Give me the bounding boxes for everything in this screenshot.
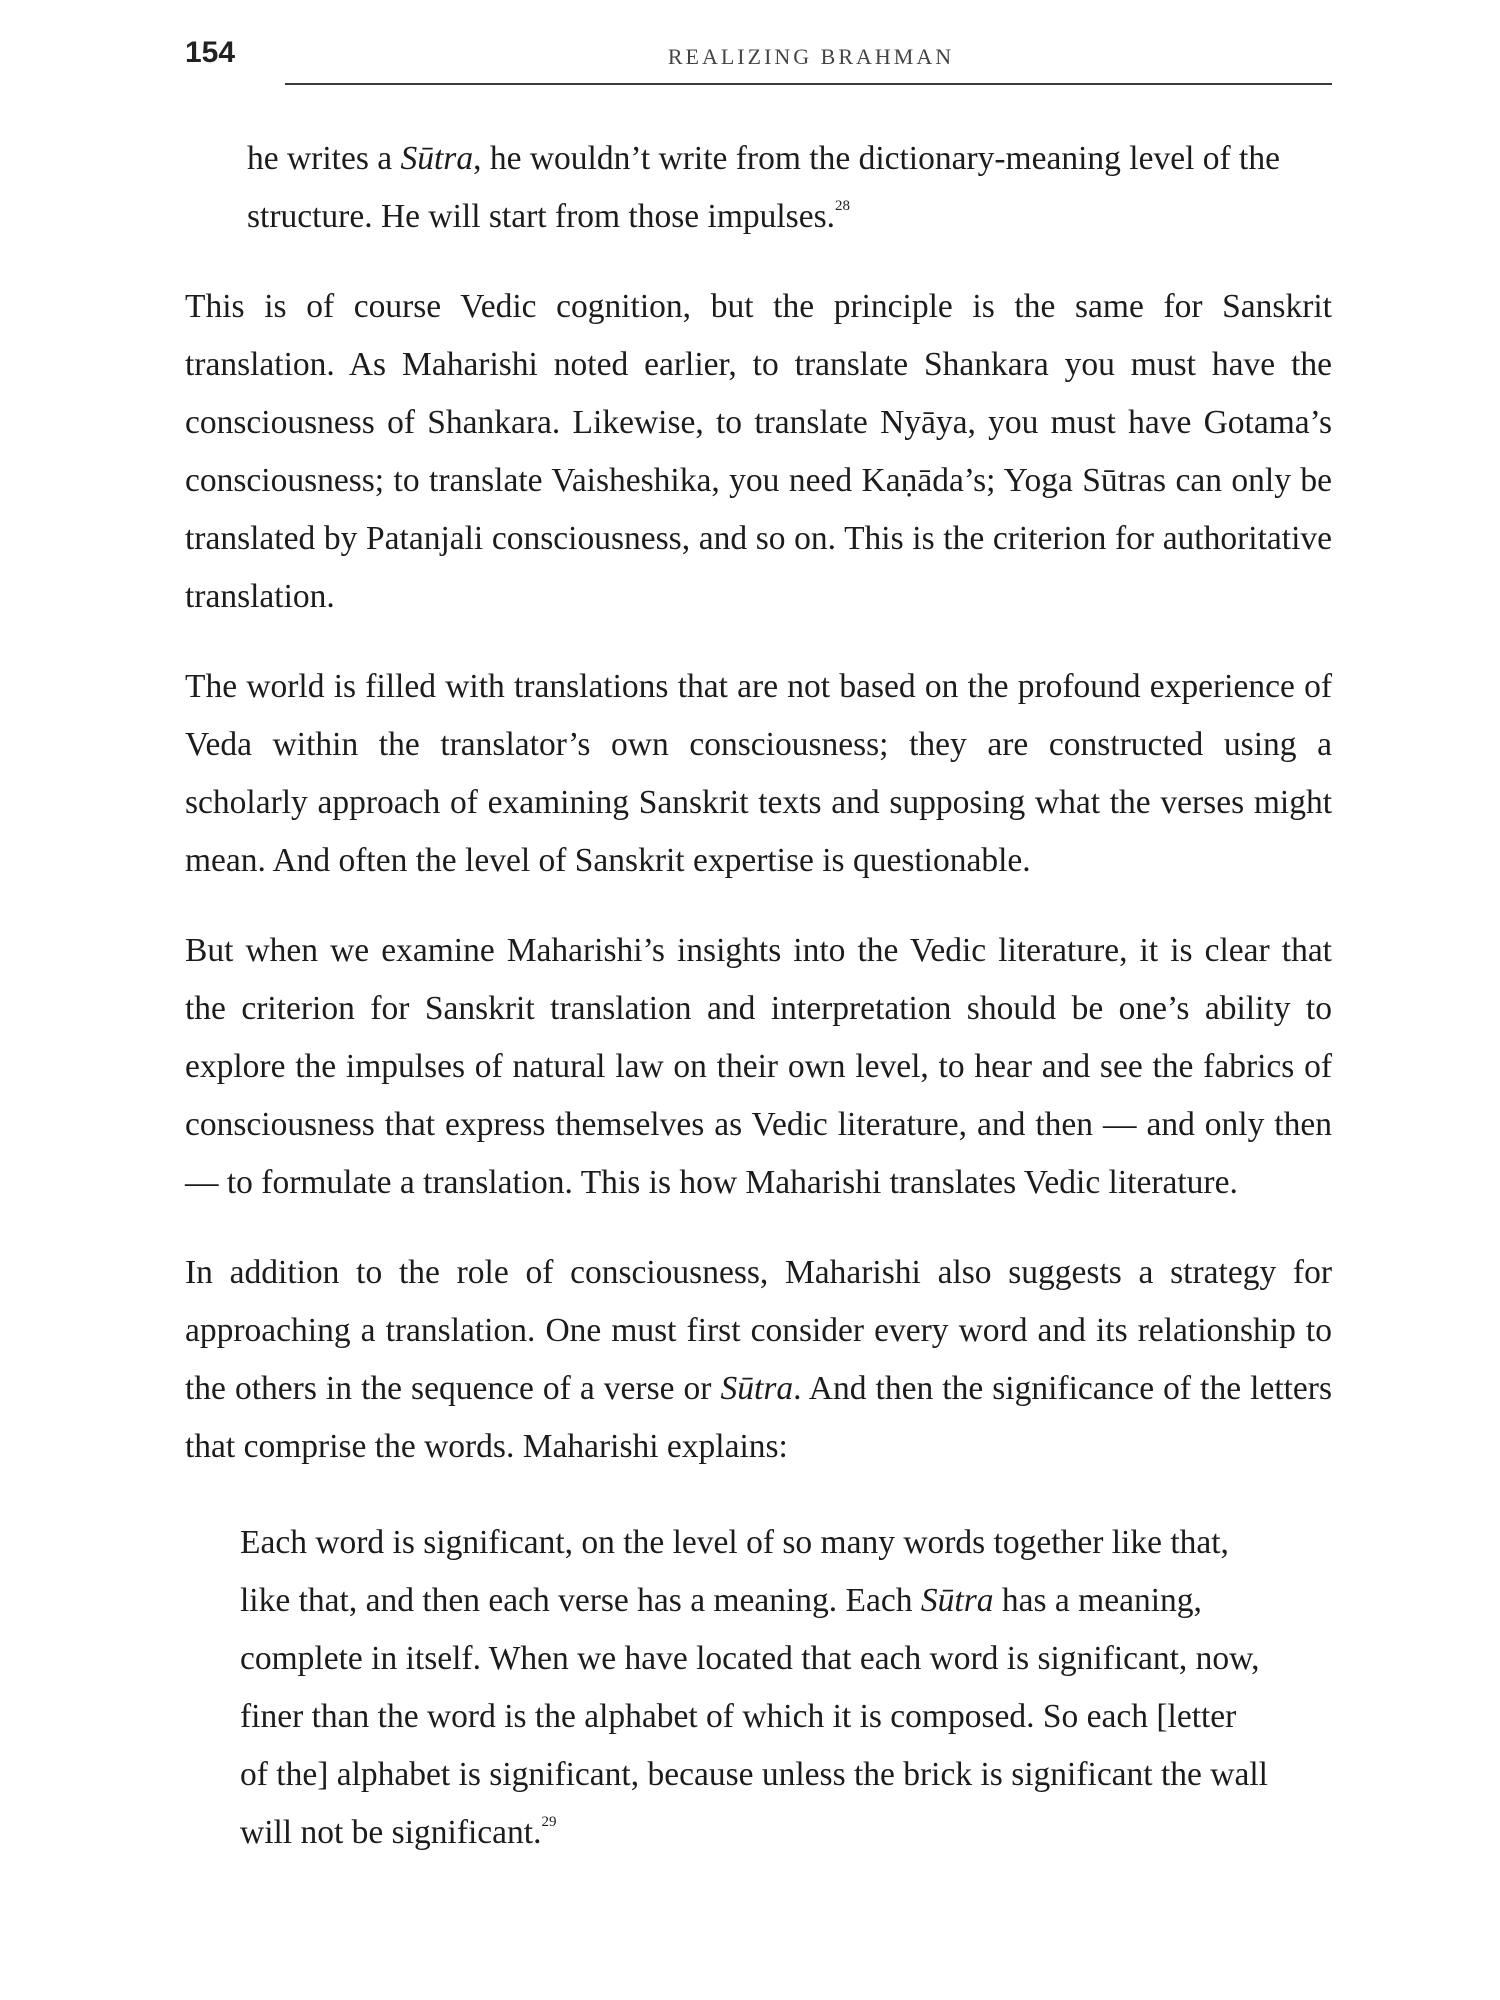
- body-text: [185, 130, 1332, 1862]
- footnote-marker-28: 28: [835, 198, 851, 214]
- paragraph-3: But when we examine Maharishi’s insights into the Vedic literature, it is clear that the criterion for Sanskrit translation and interpretation should be one’s ability to explore the impulses of natural law on their own level, to hear and see the fabrics of consciousness that express themselves as Vedic literature, and then — and only then — to formulate a translation. This is how Maharishi translates Vedic literature.: [185, 932, 1332, 1201]
- quote-1-italic: Sūtra: [400, 140, 474, 177]
- quote-2-text-a: Each word is significant, on the level of so many words together like that, like that, and then each verse has a meaning. Each: [240, 1524, 1229, 1619]
- paragraph-4-italic: Sūtra: [720, 1370, 794, 1407]
- quote-1-text-a: he writes a: [247, 140, 401, 177]
- quote-2-text-b: has a meaning, complete in itself. When we have located that each word is significant, now, finer than the word is the alphabet of which it is composed. So each [letter of the] alphabet is significant, because unless the brick is significant the wall will not be significant.: [240, 1582, 1268, 1851]
- page-header: [185, 30, 1332, 90]
- paragraph-4-text-b: . And then the significance of the letters that comprise the words. Maharishi explains:: [185, 1370, 1332, 1465]
- paragraph-4: [185, 1244, 1332, 1476]
- quote-2-italic: Sūtra: [920, 1582, 994, 1619]
- paragraph-4-text-a: In addition to the role of consciousness, Maharishi also suggests a strategy for approaching a translation. One must first consider every word and its relationship to the others in the sequence of a verse or: [185, 1254, 1332, 1407]
- quote-1-text-b: , he wouldn’t write from the dictionary-meaning level of the structure. He will start from those impulses.: [247, 140, 1280, 235]
- block-quote-2: [185, 1514, 1332, 1862]
- running-title: REALIZING BRAHMAN: [667, 44, 955, 69]
- paragraph-1: This is of course Vedic cognition, but the principle is the same for Sanskrit translation. As Maharishi noted earlier, to translate Shankara you must have the consciousness of Shankara. Likewise, to translate Nyāya, you must have Gotama’s consciousness; to translate Vaisheshika, you need Kaṇāda’s; Yoga Sūtras can only be translated by Patanjali consciousness, and so on. This is the criterion for authoritative translation.: [185, 288, 1332, 615]
- block-quote-1: [185, 130, 1332, 246]
- header-rule: [285, 83, 1332, 85]
- paragraph-2: The world is filled with translations that are not based on the profound experience of Veda within the translator’s own consciousness; they are constructed using a scholarly approach of examining Sanskrit texts and supposing what the verses might mean. And often the level of Sanskrit expertise is questionable.: [185, 668, 1332, 879]
- page-number: 154: [185, 36, 236, 69]
- footnote-marker-29: 29: [541, 1814, 557, 1830]
